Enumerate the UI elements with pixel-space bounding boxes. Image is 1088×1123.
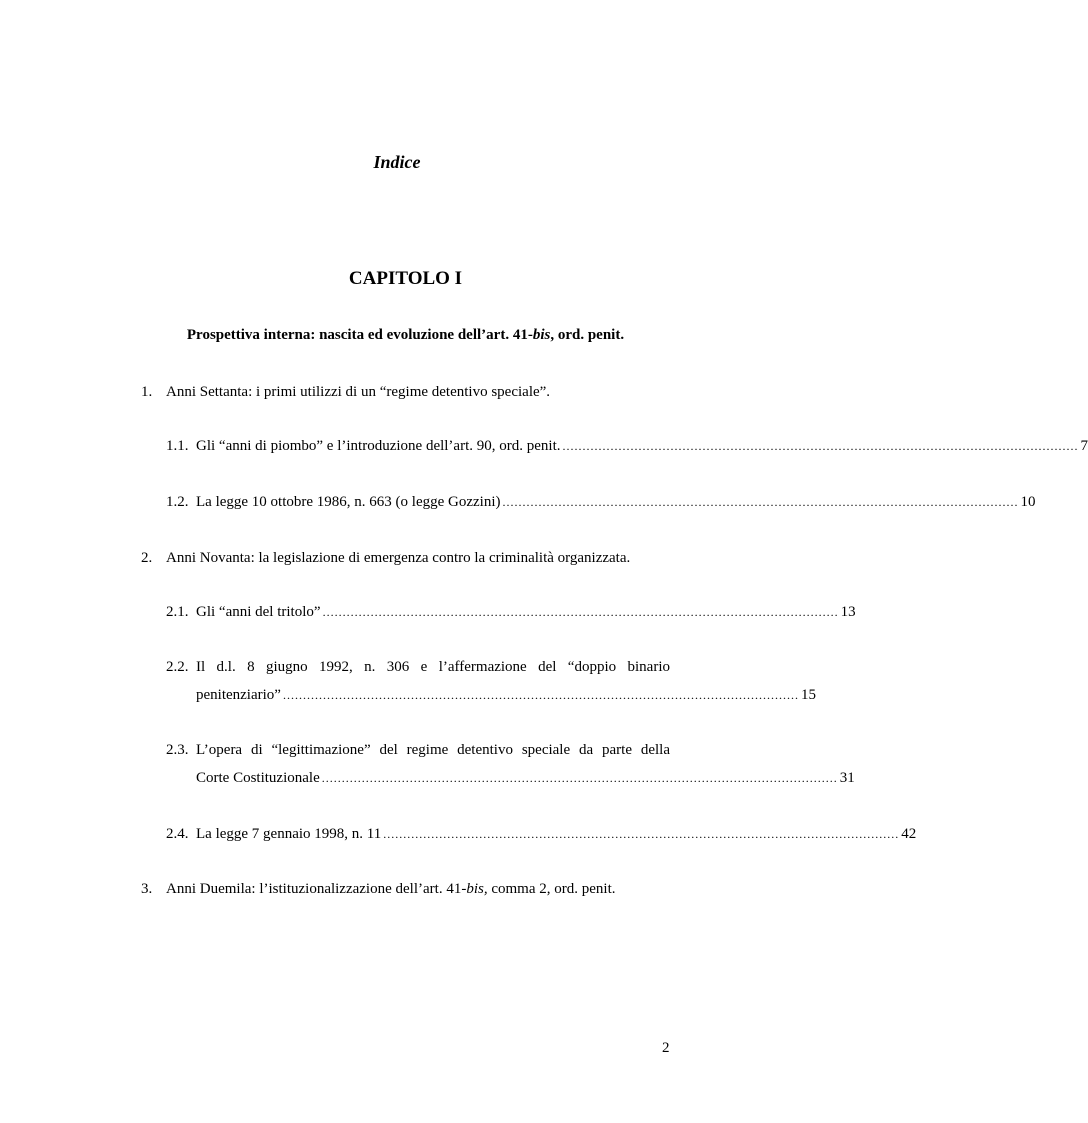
- toc-entry-text: La legge 7 gennaio 1998, n. 11: [196, 826, 382, 842]
- leader-dots: .................................................................................................................................: [322, 605, 839, 619]
- leader-dots: .................................................................................................................................: [562, 439, 1079, 453]
- chapter-subtitle-text-end: , ord. penit.: [550, 327, 625, 343]
- toc-entry-text-italic: bis,: [466, 881, 488, 897]
- toc-entry-text-start: Anni Duemila: l’istituzionalizzazione dell’art. 41-: [166, 881, 467, 897]
- toc-entry-number: 2.4.: [166, 826, 189, 842]
- chapter-subtitle-italic: bis: [532, 327, 551, 343]
- toc-entry-page: 42: [901, 826, 917, 842]
- toc-entry-number: 2.1.: [166, 604, 189, 620]
- page-number: 2: [662, 1040, 670, 1056]
- toc-entry-text: Gli “anni di piombo” e l’introduzione dell’art. 90, ord. penit.: [196, 438, 561, 454]
- toc-entry-2-2-row: [196, 685, 816, 705]
- toc-entry-text: La legge 10 ottobre 1986, n. 663 (o legge Gozzini): [196, 494, 501, 510]
- toc-entry-2-3-row: [196, 768, 855, 788]
- leader-dots: .................................................................................................................................: [502, 495, 1019, 509]
- toc-entry-number: 2.3.: [166, 742, 189, 758]
- toc-entry-text: Anni Settanta: i primi utilizzi di un “regime detentivo speciale”.: [166, 384, 551, 400]
- toc-entry-number: 1.: [141, 384, 153, 400]
- toc-entry-page: 31: [839, 770, 855, 786]
- toc-entry-text: Gli “anni del tritolo”: [196, 604, 321, 620]
- toc-entry-page: 7: [1080, 438, 1088, 454]
- toc-entry-page: 10: [1020, 494, 1036, 510]
- leader-dots: .................................................................................................................................: [282, 688, 799, 702]
- chapter-subtitle: [0, 327, 811, 344]
- toc-entry-1-1-row: [196, 436, 1088, 456]
- index-title: Indice: [373, 152, 421, 172]
- toc-entry-text-end: comma 2, ord. penit.: [487, 881, 616, 897]
- toc-entry-number: 1.1.: [166, 438, 189, 454]
- leader-dots: .................................................................................................................................: [321, 771, 838, 785]
- toc-entry-text: Corte Costituzionale: [196, 770, 320, 786]
- toc-entry-2-1-row: [196, 602, 856, 622]
- toc-entry-2-3-line1: L’opera di “legittimazione” del regime detentivo speciale da parte della: [196, 742, 670, 758]
- toc-entry-number: 3.: [141, 881, 153, 897]
- toc-entry-number: 1.2.: [166, 494, 189, 510]
- toc-entry-1-2-row: [196, 492, 1036, 512]
- toc-entry-2-4-row: [196, 824, 917, 844]
- toc-entry-text: [166, 879, 615, 899]
- chapter-heading: CAPITOLO I: [348, 268, 463, 289]
- toc-entry-number: 2.2.: [166, 659, 189, 675]
- leader-dots: .................................................................................................................................: [383, 827, 900, 841]
- toc-entry-page: 15: [800, 687, 816, 703]
- chapter-subtitle-text: Prospettiva interna: nascita ed evoluzione dell’art. 41-: [186, 327, 533, 343]
- toc-entry-text: penitenziario”: [196, 687, 281, 703]
- toc-entry-text: Anni Novanta: la legislazione di emergenza contro la criminalità organizzata.: [166, 550, 631, 566]
- toc-entry-2-2-line1: Il d.l. 8 giugno 1992, n. 306 e l’affermazione del “doppio binario: [196, 659, 670, 675]
- toc-entry-number: 2.: [141, 550, 153, 566]
- toc-entry-page: 13: [840, 604, 856, 620]
